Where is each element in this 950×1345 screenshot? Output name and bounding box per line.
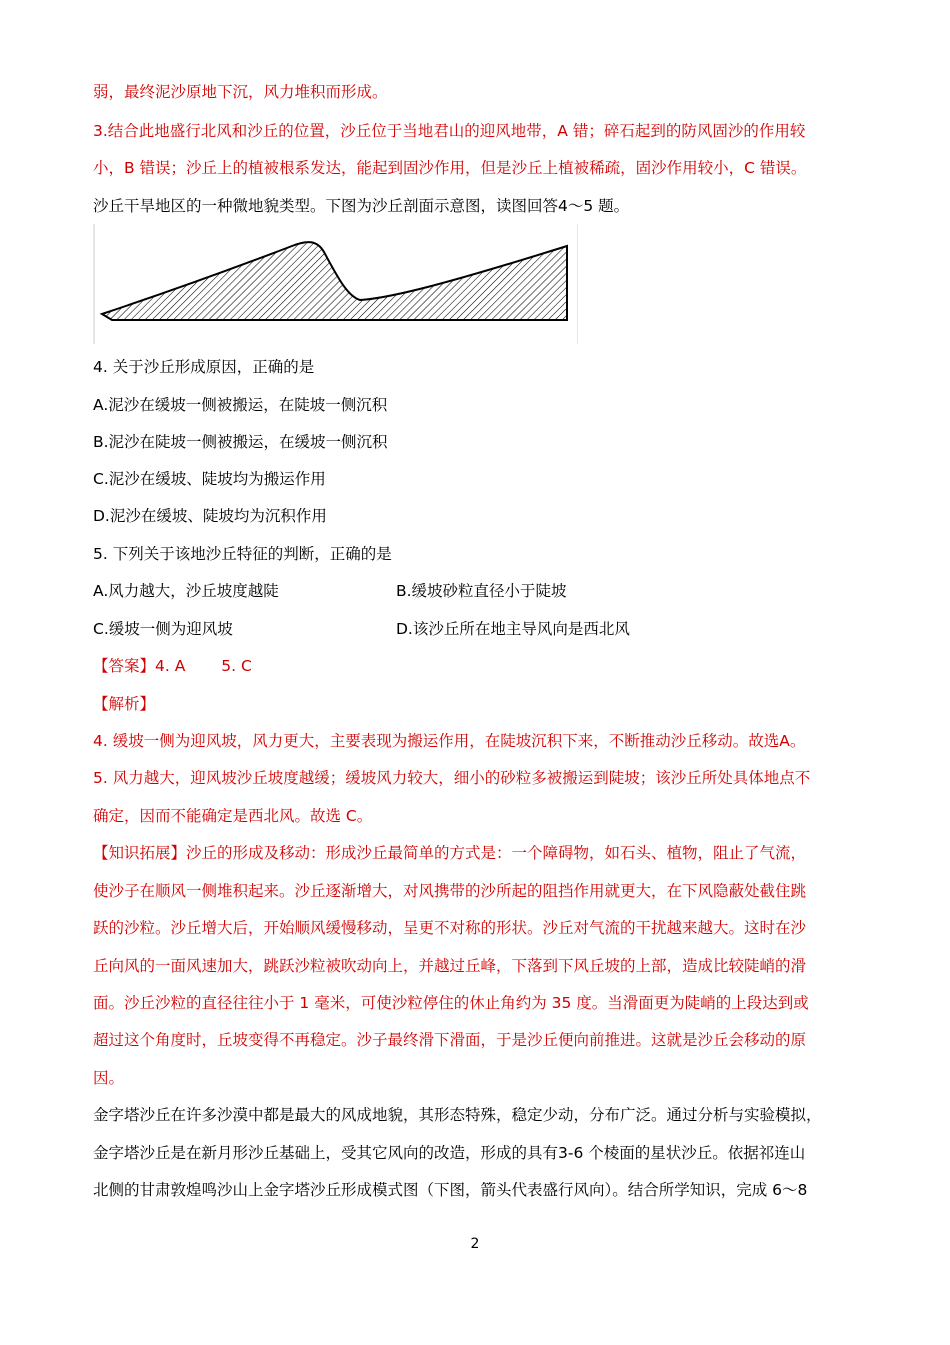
analysis-line: 4. 缓坡一侧为迎风坡，风力更大，主要表现为搬运作用，在陡坡沉积下来，不断推动沙丘移动。故选A。 <box>93 732 806 750</box>
question-4-stem: 4. 关于沙丘形成原因，正确的是 <box>93 358 315 376</box>
text-line: 小，B 错误；沙丘上的植被根系发达，能起到固沙作用，但是沙丘上植被稀疏，固沙作用较小，C 错误。 <box>93 159 807 177</box>
question-5-option-b: B.缓坡砂粒直径小于陡坡 <box>396 582 567 600</box>
question-5-option-c: C.缓坡一侧为迎风坡 <box>93 620 233 638</box>
question-5-option-d: D.该沙丘所在地主导风向是西北风 <box>396 620 630 638</box>
question-4-option-a: A.泥沙在缓坡一侧被搬运，在陡坡一侧沉积 <box>93 396 388 414</box>
analysis-label: 【解析】 <box>93 695 156 713</box>
extension-line: 跃的沙粒。沙丘增大后，开始顺风缓慢移动，呈更不对称的形状。沙丘对气流的干扰越来越大。这时在沙 <box>93 919 807 937</box>
extension-line: 面。沙丘沙粒的直径往往小于 1 毫米，可使沙粒停住的休止角约为 35 度。当滑面更为陡峭的上段达到或 <box>93 994 809 1012</box>
question-5-stem: 5. 下列关于该地沙丘特征的判断，正确的是 <box>93 545 392 563</box>
analysis-line: 5. 风力越大，迎风坡沙丘坡度越缓；缓坡风力较大，细小的砂粒多被搬运到陡坡；该沙丘所处具体地点不 <box>93 769 811 787</box>
text-line: 弱，最终泥沙原地下沉，风力堆积而形成。 <box>93 83 388 101</box>
answer-line: 【答案】4. A 5. C <box>93 657 252 675</box>
body-line: 北侧的甘肃敦煌鸣沙山上金字塔沙丘形成模式图（下图，箭头代表盛行风向）。结合所学知识，完成 6～8 <box>93 1181 808 1199</box>
question-4-option-c: C.泥沙在缓坡、陡坡均为搬运作用 <box>93 470 326 488</box>
analysis-line: 确定，因而不能确定是西北风。故选 C。 <box>93 807 373 825</box>
question-5-option-a: A.风力越大，沙丘坡度越陡 <box>93 582 279 600</box>
body-line: 金字塔沙丘是在新月形沙丘基础上，受其它风向的改造，形成的具有3-6 个棱面的星状沙丘。依据祁连山 <box>93 1144 806 1162</box>
extension-line: 丘向风的一面风速加大，跳跃沙粒被吹动向上，并越过丘峰，下落到下风丘坡的上部，造成比较陡峭的滑 <box>93 957 807 975</box>
dune-shape <box>102 242 567 320</box>
text-line: 沙丘干旱地区的一种微地貌类型。下图为沙丘剖面示意图，读图回答4～5 题。 <box>93 197 630 215</box>
question-4-option-d: D.泥沙在缓坡、陡坡均为沉积作用 <box>93 507 327 525</box>
extension-line: 因。 <box>93 1069 125 1087</box>
extension-line: 使沙子在顺风一侧堆积起来。沙丘逐渐增大，对风携带的沙所起的阻挡作用就更大，在下风隐蔽处截住跳 <box>93 882 807 900</box>
page-number: 2 <box>470 1236 480 1252</box>
question-4-option-b: B.泥沙在陡坡一侧被搬运，在缓坡一侧沉积 <box>93 433 388 451</box>
extension-line: 超过这个角度时，丘坡变得不再稳定。沙子最终滑下滑面，于是沙丘便向前推进。这就是沙丘会移动的原 <box>93 1031 807 1049</box>
dune-profile-figure <box>92 224 578 344</box>
body-line: 金字塔沙丘在许多沙漠中都是最大的风成地貌，其形态特殊，稳定少动，分布广泛。通过分析与实验模拟， <box>93 1106 822 1124</box>
extension-line: 【知识拓展】沙丘的形成及移动：形成沙丘最简单的方式是：一个障碍物，如石头、植物，阻止了气流， <box>93 844 807 862</box>
text-line: 3.结合此地盛行北风和沙丘的位置，沙丘位于当地君山的迎风地带，A 错；碎石起到的防风固沙的作用较 <box>93 122 806 140</box>
